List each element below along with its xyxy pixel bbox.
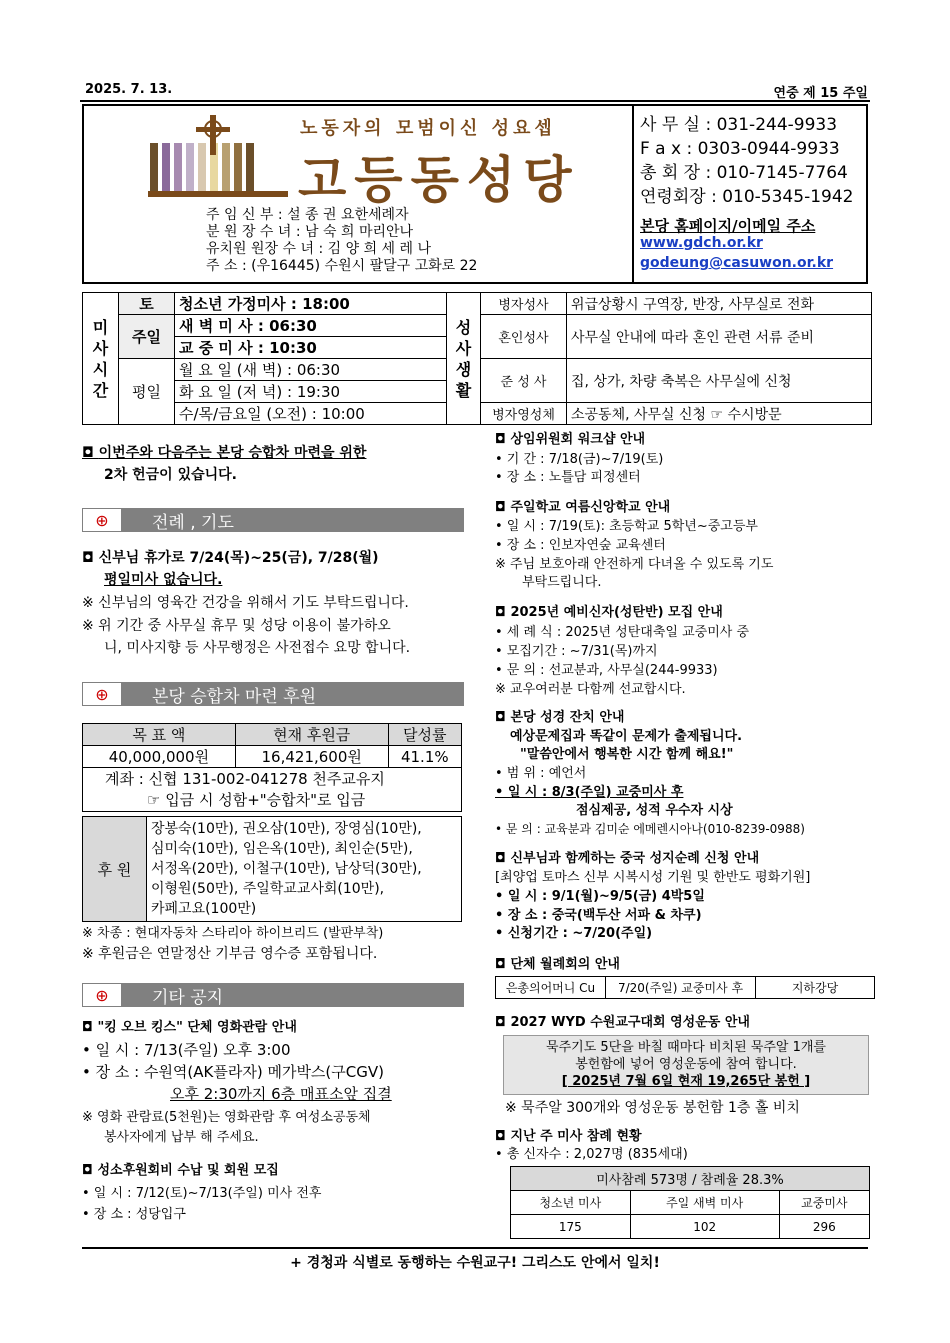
attendance-total: • 총 신자수 : 2,027명 (835세대) [495, 1147, 688, 1162]
sat-label: 토 [119, 293, 175, 315]
staff-line: 주 임 신 부 : 설 종 권 요한세례자 [206, 207, 409, 223]
section-liturgy [82, 508, 464, 532]
bible-note2: "말씀안에서 행복한 시간 함께 해요!" [520, 747, 734, 762]
group-meeting-table [495, 976, 875, 999]
pilgrimage-time: • 일 시 : 9/1(월)~9/5(금) 4박5일 [495, 889, 705, 904]
wyd-heading: ◘ 2027 WYD 수원교구대회 영성운동 안내 [495, 1013, 750, 1032]
vacation-office-line2: 니, 미사지향 등 사무행정은 사전접수 요망 합니다. [104, 640, 411, 656]
sun-dawn-mass: 새 벽 미 사 : 06:30 [175, 315, 447, 337]
church-logo-icon [148, 113, 288, 198]
attendance-col: 교중미사 [779, 1191, 869, 1215]
summer-school-time: • 일 시 : 7/19(토): 초등학교 5학년~중고등부 [495, 519, 758, 534]
section-van-donation [82, 682, 464, 706]
office-phone: 사 무 실 : 031-244-9933 [640, 115, 838, 135]
catechumen-baptism: • 세 례 식 : 2025년 성탄대축일 교중미사 중 [495, 625, 750, 640]
bible-award: 점심제공, 성적 우수자 시상 [576, 803, 733, 818]
movie-fee-line1: ※ 영화 관람료(5천원)는 영화관람 후 여성소공동체 [82, 1110, 371, 1125]
catechumen-contact: • 문 의 : 선교분과, 사무실(244-9933) [495, 663, 718, 678]
group-time: 7/20(주일) 교중미사 후 [606, 977, 756, 999]
staff-line: 유치원 원장 수 녀 : 김 양 희 세 레 나 [206, 241, 432, 257]
workshop-heading: ◘ 상임위원회 워크샵 안내 [495, 430, 645, 449]
group-name: 은총의어머니 Cu [496, 977, 606, 999]
cross-circle-icon: ⊕ [82, 682, 122, 706]
goal-value: 16,421,600원 [235, 746, 388, 768]
movie-place: • 장 소 : 수원역(AK플라자) 메가박스(구CGV) [82, 1063, 384, 1081]
sponsor-line: 서정옥(20만), 이철구(10만), 남상덕(30만), [151, 861, 422, 877]
email-link[interactable]: godeung@casuwon.or.kr [640, 255, 834, 271]
summer-school-prayer-line1: ※ 주님 보호아래 안전하게 다녀올 수 있도록 기도 [495, 557, 774, 572]
sponsor-line: 장봉숙(10만), 권오삼(10만), 장영심(10만), [151, 821, 422, 837]
bible-note1: 예상문제집과 똑같이 문제가 출제됩니다. [510, 729, 743, 744]
section-title: 기타 공지 [152, 987, 224, 1008]
pilgrimage-place: • 장 소 : 중국(백두산 서파 & 차쿠) [495, 908, 702, 923]
movie-heading: ◘ "킹 오브 킹스" 단체 영화관람 안내 [82, 1018, 297, 1037]
workshop-period: • 기 간 : 7/18(금)~7/19(토) [495, 452, 664, 467]
fax: F a x : 0303-0944-9933 [640, 139, 840, 159]
cross-circle-icon: ⊕ [82, 983, 122, 1007]
group-meeting-heading: ◘ 단체 월례회의 안내 [495, 955, 620, 974]
attendance-table [510, 1166, 870, 1239]
attendance-value: 296 [779, 1215, 869, 1239]
tax-receipt-note: ※ 후원금은 연말정산 기부금 영수증 포함됩니다. [82, 946, 378, 962]
footer-slogan: + 경청과 식별로 동행하는 수원교구! 그리스도 안에서 일치! [290, 1255, 660, 1271]
attendance-heading: ◘ 지난 주 미사 참례 현황 [495, 1127, 642, 1146]
summer-school-place: • 장 소 : 인보자연숲 교육센터 [495, 538, 666, 553]
sacrament-key: 병자영성체 [481, 403, 567, 425]
movie-fee-line2: 봉사자에게 납부 해 주세요. [104, 1130, 259, 1145]
sacrament-key: 병자성사 [481, 293, 567, 315]
sacrament-value: 사무실 안내에 따라 혼인 관련 서류 준비 [567, 315, 872, 359]
group-place: 지하강당 [756, 977, 875, 999]
sponsor-label: 후 원 [83, 817, 147, 922]
vacation-notice-line1: ◘ 신부님 휴가로 7/24(목)~25(금), 7/28(월) [82, 549, 379, 568]
wyd-note: ※ 묵주알 300개와 영성운동 봉헌함 1층 홀 비치 [505, 1100, 800, 1116]
sponsor-line: 심미숙(10만), 임은옥(10만), 최인순(5만), [151, 841, 413, 857]
wyd-line1: 묵주기도 5단을 바칠 때마다 비치된 묵주알 1개를 [546, 1040, 826, 1055]
summer-school-heading: ◘ 주일학교 여름신앙학교 안내 [495, 498, 670, 517]
account-note: ☞ 입금 시 성함+"승합차"로 입금 [147, 790, 366, 809]
notice-collection-line1: ◘ 이번주와 다음주는 본당 승합차 마련을 위한 [82, 444, 366, 463]
wyd-total: [ 2025년 7월 6일 현재 19,265단 봉헌 ] [561, 1074, 811, 1089]
section-title: 본당 승합차 마련 후원 [152, 686, 317, 707]
bottom-divider [82, 1247, 868, 1249]
weekday-mass: 화 요 일 (저 녁) : 19:30 [175, 381, 447, 403]
attendance-col: 청소년 미사 [511, 1191, 631, 1215]
president-phone: 총 회 장 : 010-7145-7764 [640, 163, 848, 183]
church-title: 고등동성당 [298, 150, 580, 209]
bible-contact: • 문 의 : 교육분과 김미순 에메렌시아나(010-8239-0988) [495, 822, 805, 836]
goal-header: 현재 후원금 [235, 724, 388, 746]
bible-time: • 일 시 : 8/3(주일) 교중미사 후 [495, 785, 684, 800]
membership-place: • 장 소 : 성당입구 [82, 1207, 186, 1222]
sun-main-mass: 교 중 미 사 : 10:30 [175, 337, 447, 359]
sacrament-value: 소공동체, 사무실 신청 ☞ 수시방문 [567, 403, 872, 425]
contact-list [640, 113, 853, 209]
catechumen-note: ※ 교우여러분 다함께 선교합시다. [495, 682, 686, 697]
van-model: ※ 차종 : 현대자동차 스타리아 하이브리드 (발판부착) [82, 926, 384, 941]
movie-time: • 일 시 : 7/13(주일) 오후 3:00 [82, 1041, 291, 1059]
workshop-place: • 장 소 : 노틀담 피정센터 [495, 470, 641, 485]
membership-time: • 일 시 : 7/12(토)~7/13(주일) 미사 전후 [82, 1186, 322, 1201]
weekday-mass: 월 요 일 (새 벽) : 06:30 [175, 359, 447, 381]
wyd-line2: 봉헌함에 넣어 영성운동에 참여 합니다. [575, 1057, 797, 1072]
membership-heading: ◘ 성소후원회비 수납 및 회원 모집 [82, 1161, 279, 1180]
goal-header: 목 표 액 [83, 724, 236, 746]
pilgrimage-intention: [최양업 토마스 신부 시복시성 기원 및 한반도 평화기원] [495, 870, 811, 885]
sponsor-line: 이형원(50만), 주일학교교사회(10만), [151, 881, 385, 897]
vacation-notice-line2: 평일미사 없습니다. [104, 572, 223, 588]
goal-value: 41.1% [388, 746, 461, 768]
attendance-value: 175 [511, 1215, 631, 1239]
pilgrimage-deadline: • 신청기간 : ~7/20(주일) [495, 926, 653, 941]
movie-meet: 오후 2:30까지 6층 매표소앞 집결 [170, 1085, 392, 1103]
sat-mass: 청소년 가정미사 : 18:00 [175, 293, 447, 315]
weekday-mass: 수/목/금요일 (오전) : 10:00 [175, 403, 447, 425]
sacrament-key: 준 성 사 [481, 359, 567, 403]
donation-goal-table [82, 723, 462, 812]
sun-label: 주일 [119, 315, 175, 359]
mass-schedule-table [82, 292, 872, 425]
notice-collection-line2: 2차 헌금이 있습니다. [104, 467, 237, 483]
section-title: 전례 , 기도 [152, 512, 234, 533]
goal-header: 달성률 [388, 724, 461, 746]
sacrament-value: 위급상황시 구역장, 반장, 사무실로 전화 [567, 293, 872, 315]
summer-school-prayer-line2: 부탁드립니다. [522, 575, 602, 590]
attendance-value: 102 [630, 1215, 779, 1239]
bulletin-date: 2025. 7. 13. [85, 82, 173, 97]
vacation-prayer: ※ 신부님의 영육간 건강을 위해서 기도 부탁드립니다. [82, 595, 409, 611]
address: 주 소 : (우16445) 수원시 팔달구 고화로 22 [206, 258, 478, 274]
pilgrimage-heading: ◘ 신부님과 함께하는 중국 성지순례 신청 안내 [495, 849, 759, 868]
funeral-phone: 연령회장 : 010-5345-1942 [640, 187, 854, 207]
cross-circle-icon: ⊕ [82, 508, 122, 532]
mass-times-label: 미 사 시 간 [83, 293, 119, 425]
web-title: 본당 홈페이지/이메일 주소 [640, 217, 816, 235]
sacrament-life-label: 성 사 생 활 [447, 293, 481, 425]
account-info: 계좌 : 신협 131-002-041278 천주교유지 [105, 769, 385, 788]
bible-heading: ◘ 본당 성경 잔치 안내 [495, 708, 625, 727]
catechumen-period: • 모집기간 : ~7/31(목)까지 [495, 644, 658, 659]
staff-line: 분 원 장 수 녀 : 남 숙 희 마리안나 [206, 224, 414, 240]
goal-value: 40,000,000원 [83, 746, 236, 768]
sacrament-value: 집, 상가, 차량 축복은 사무실에 신청 [567, 359, 872, 403]
top-divider [80, 100, 870, 102]
wyd-box [503, 1035, 869, 1095]
weekday-label: 평일 [119, 359, 175, 425]
catechumen-heading: ◘ 2025년 예비신자(성탄반) 모집 안내 [495, 603, 723, 622]
attendance-col: 주일 새벽 미사 [630, 1191, 779, 1215]
section-other-notices [82, 983, 464, 1007]
tagline: 노동자의 모범이신 성요셉 [300, 118, 556, 139]
liturgical-week: 연중 제 15 주일 [773, 86, 868, 101]
website-link[interactable]: www.gdch.or.kr [640, 235, 763, 251]
sponsor-table [82, 816, 462, 922]
vacation-office-line1: ※ 위 기간 중 사무실 휴무 및 성당 이용이 불가하오 [82, 618, 391, 634]
bible-scope: • 범 위 : 예언서 [495, 766, 587, 781]
attendance-summary: 미사참례 573명 / 참례율 28.3% [511, 1167, 870, 1191]
sponsor-line: 카페고요(100만) [151, 901, 257, 917]
sacrament-key: 혼인성사 [481, 315, 567, 359]
staff-list [206, 207, 477, 275]
